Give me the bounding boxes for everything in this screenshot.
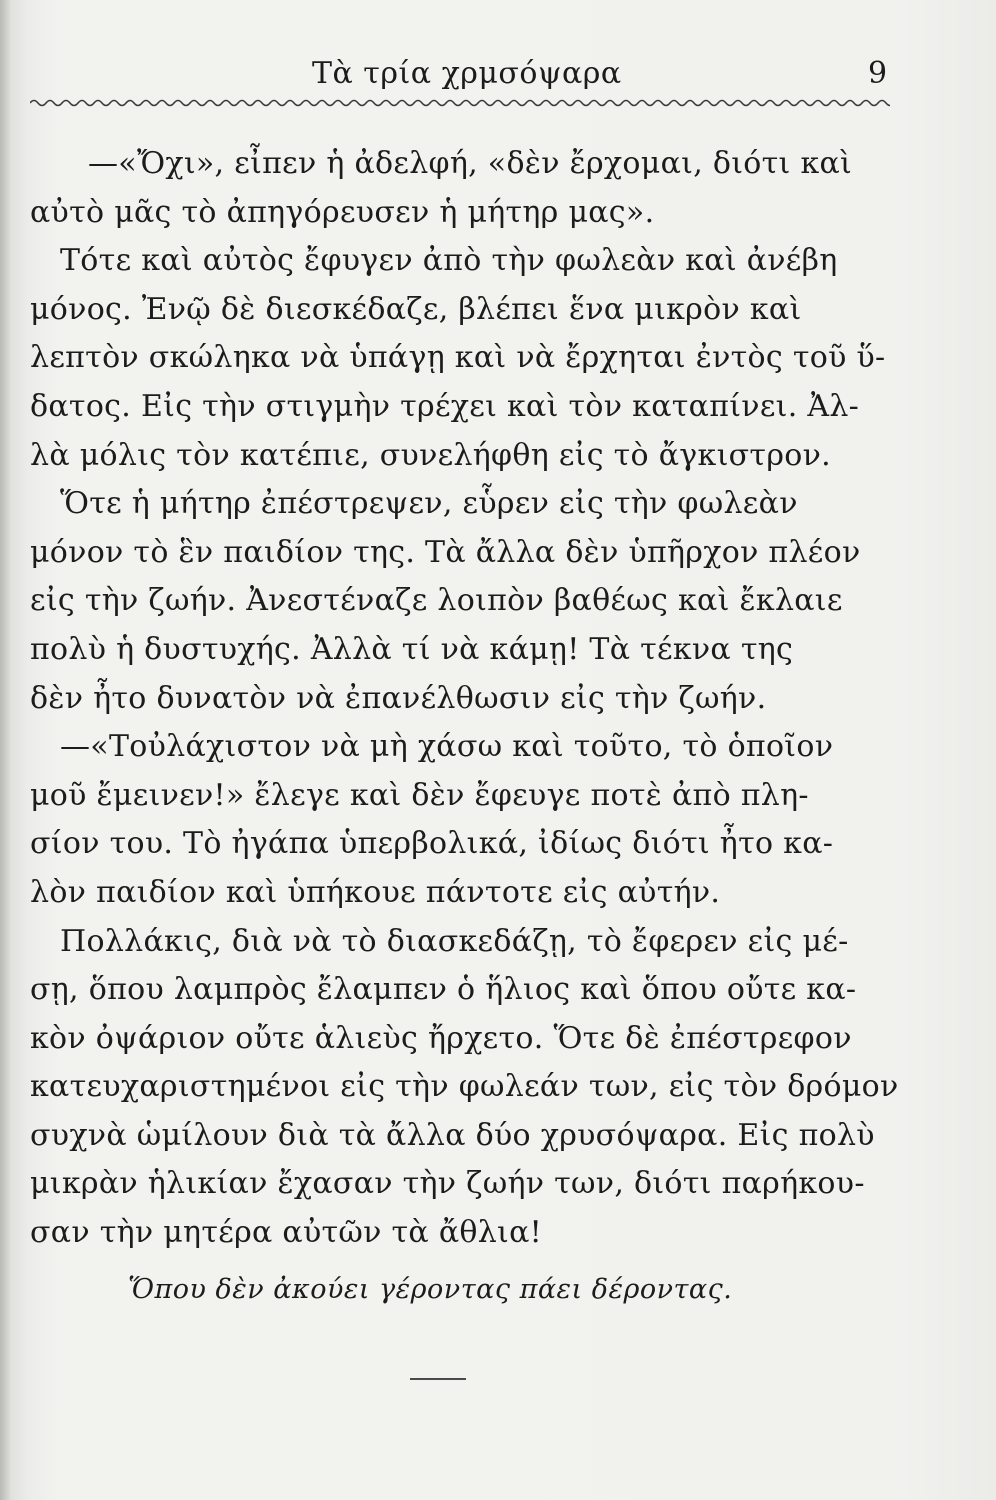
text-line: κὸν ὀψάριον οὔτε ἁλιεὺς ἤρχετο. Ὅτε δὲ ἐπέστρεφον	[30, 1020, 852, 1056]
text-line: συχνὰ ὡμίλουν διὰ τὰ ἄλλα δύο χρυσόψαρα. Εἰς πολὺ	[30, 1117, 875, 1153]
text-line: σαν τὴν μητέρα αὐτῶν τὰ ἄθλια!	[30, 1215, 543, 1251]
text-line: μόνον τὸ ἓν παιδίον της. Τὰ ἄλλα δὲν ὑπῆρχον πλέον	[30, 534, 861, 570]
text-line: —«Ὄχι», εἶπεν ἡ ἀδελφή, «δὲν ἔρχομαι, διότι καὶ	[88, 146, 853, 181]
header-wavy-rule	[30, 96, 890, 110]
text-line: Ὅτε ἡ μήτηρ ἐπέστρεψεν, εὗρεν εἰς τὴν φωλεὰν	[60, 486, 798, 522]
text-line: λὰ μόλις τὸν κατέπιε, συνελήφθη εἰς τὸ ἄγκιστρον.	[30, 437, 831, 473]
text-line: σῃ, ὅπου λαμπρὸς ἔλαμπεν ὁ ἥλιος καὶ ὅπου οὔτε κα-	[30, 972, 857, 1008]
body-text	[30, 140, 899, 1258]
text-line: μικρὰν ἡλικίαν ἔχασαν τὴν ζωήν των, διότι παρήκου-	[30, 1166, 865, 1202]
text-line: εἰς τὴν ζωήν. Ἀνεστέναζε λοιπὸν βαθέως καὶ ἔκλαιε	[30, 583, 843, 619]
running-title: Τὰ τρία χρμσόψαρα	[312, 56, 622, 91]
text-line: —«Τοὐλάχιστον νὰ μὴ χάσω καὶ τοῦτο, τὸ ὁποῖον	[60, 729, 834, 765]
text-line: Τότε καὶ αὐτὸς ἔφυγεν ἀπὸ τὴν φωλεὰν καὶ ἀνέβη	[60, 243, 838, 279]
page-header	[0, 52, 996, 96]
text-line: σίον του. Τὸ ἠγάπα ὑπερβολικά, ἰδίως διότι ἦτο κα-	[30, 826, 834, 862]
text-line: αὐτὸ μᾶς τὸ ἀπηγόρευσεν ἡ μήτηρ μας».	[30, 194, 655, 230]
text-line: μόνος. Ἐνῷ δὲ διεσκέδαζε, βλέπει ἕνα μικρὸν καὶ	[30, 291, 802, 327]
text-line: δὲν ἦτο δυνατὸν νὰ ἐπανέλθωσιν εἰς τὴν ζωήν.	[30, 680, 767, 716]
end-divider	[410, 1378, 466, 1380]
text-line: δατος. Εἰς τὴν στιγμὴν τρέχει καὶ τὸν καταπίνει. Ἀλ-	[30, 388, 860, 424]
closing-proverb: Ὅπου δὲν ἀκούει γέροντας πάει δέροντας.	[128, 1274, 733, 1305]
text-line: λεπτὸν σκώληκα νὰ ὑπάγῃ καὶ νὰ ἔρχηται ἐντὸς τοῦ ὕ-	[30, 340, 886, 376]
text-line: λὸν παιδίον καὶ ὑπήκουε πάντοτε εἰς αὐτήν.	[30, 874, 721, 910]
page-edge-shadow	[0, 0, 10, 1500]
text-line: κατευχαριστημένοι εἰς τὴν φωλεάν των, εἰς τὸν δρόμον	[30, 1069, 899, 1105]
text-line: πολὺ ἡ δυστυχής. Ἀλλὰ τί νὰ κάμῃ! Τὰ τέκνα της	[30, 631, 794, 667]
text-line: Πολλάκις, διὰ νὰ τὸ διασκεδάζῃ, τὸ ἔφερεν εἰς μέ-	[60, 923, 849, 959]
text-line: μοῦ ἔμεινεν!» ἔλεγε καὶ δὲν ἔφευγε ποτὲ ἀπὸ πλη-	[30, 777, 809, 813]
page-number: 9	[868, 56, 888, 91]
